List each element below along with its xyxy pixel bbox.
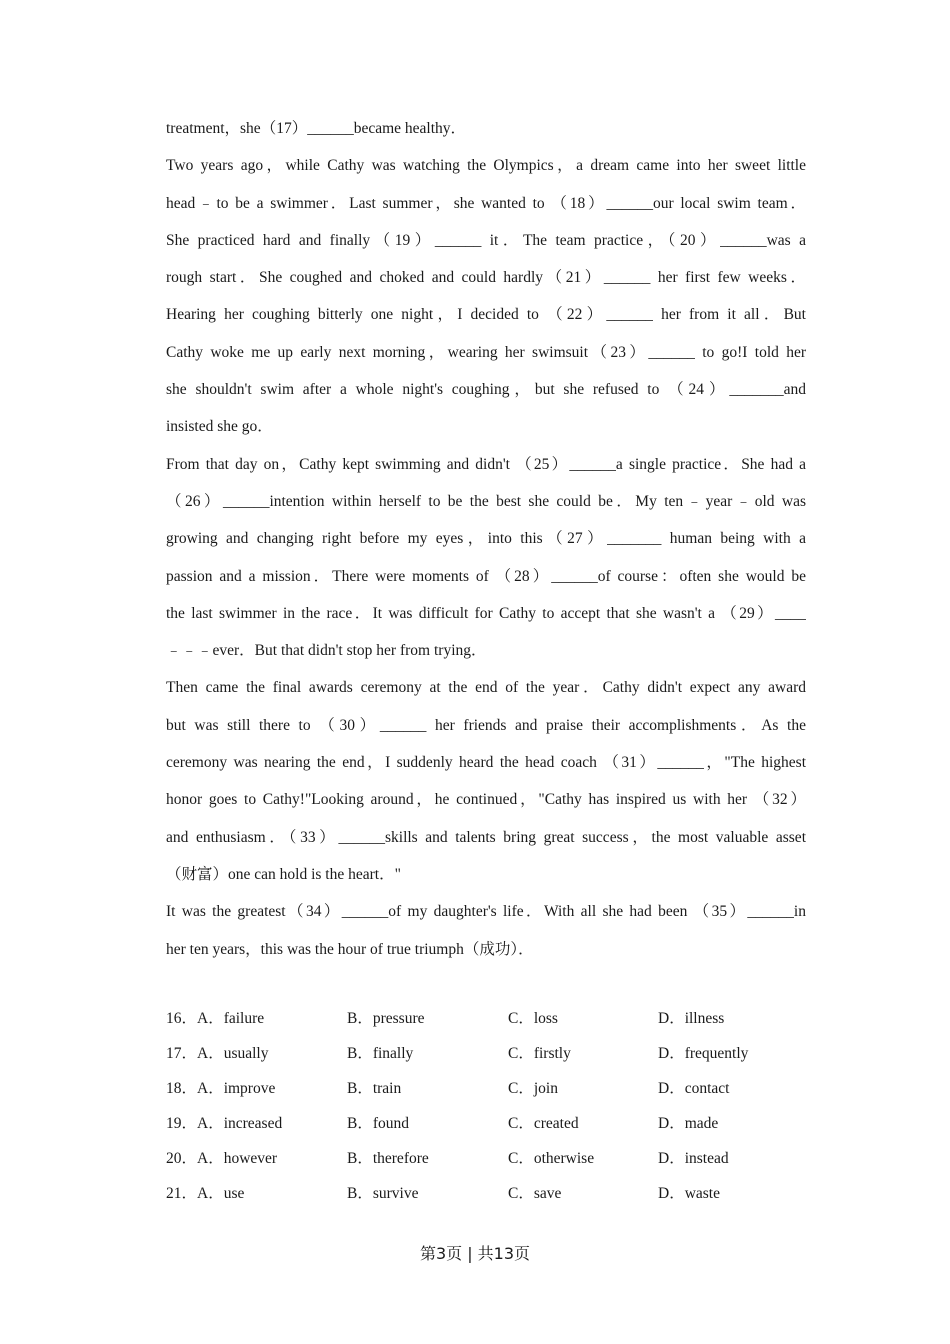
option-a: 16．A．failure [166,1009,265,1027]
passage-line: she shouldn't swim after a whole night's coughing，but she refused to （24）_______and [166,381,806,399]
passage-line: Hearing her coughing bitterly one night，I decided to （22）______ her from it all．But [166,306,806,324]
passage-line: It was the greatest（34）______of my daughter's life．With all she had been （35）______in [166,903,806,921]
page-content [166,110,806,1211]
option-c: C．save [508,1184,562,1202]
option-a: 18．A．improve [166,1079,276,1097]
option-row [166,1176,806,1211]
option-c: C．otherwise [508,1149,595,1167]
passage-line: passion and a mission．There were moments of （28）______of course：often she would be [166,567,806,585]
option-c: C．loss [508,1009,558,1027]
passage-line: From that day on，Cathy kept swimming and didn't （25）______a single practice．She had a [166,455,806,473]
option-d: D．frequently [658,1044,749,1062]
option-row [166,1036,806,1071]
option-row [166,1001,806,1036]
passage-line: （财富）one can hold is the heart．" [166,865,401,883]
passage-line: Then came the final awards ceremony at the end of the year．Cathy didn't expect any award [166,679,806,697]
options-list [166,1001,806,1211]
passage-line: but was still there to （30）______ her friends and praise their accomplishments．As the [166,716,806,734]
option-b: B．finally [347,1044,414,1062]
passage-line: Cathy woke me up early next morning，wearing her swimsuit（23）______ to go!I told her [166,343,806,361]
passage-line: the last swimmer in the race．It was difficult for Cathy to accept that she wasn't a （29）____ [166,604,806,622]
passage-line: ceremony was nearing the end，I suddenly heard the head coach （31）______，"The highest [166,754,806,772]
option-c: C．firstly [508,1044,571,1062]
option-a: 19．A．increased [166,1114,283,1132]
option-d: D．waste [658,1184,720,1202]
passage-line: head﹣to be a swimmer．Last summer，she wanted to （18）______our local swim team． [166,194,806,212]
option-a: 17．A．usually [166,1044,269,1062]
option-d: D．instead [658,1149,729,1167]
passage-line: treatment，she（17）______became healthy． [166,120,467,137]
passage-line: ﹣﹣﹣ever．But that didn't stop her from trying． [166,642,487,660]
passage-line: She practiced hard and finally（19）______ it．The team practice，（20）______was a [166,231,806,249]
passage-line: insisted she go． [166,418,273,436]
option-row [166,1106,806,1141]
option-row [166,1141,806,1176]
passage [166,110,806,968]
option-b: B．pressure [347,1009,425,1027]
passage-line: her ten years，this was the hour of true triumph（成功）． [166,940,534,958]
option-d: D．illness [658,1009,725,1027]
option-b: B．train [347,1079,402,1097]
option-c: C．join [508,1079,558,1097]
page-footer: 第3页 | 共13页 [419,1244,531,1263]
option-b: B．therefore [347,1149,429,1167]
option-d: D．contact [658,1079,730,1097]
passage-line: growing and changing right before my eyes，into this（27）_______ human being with a [166,530,806,548]
option-a: 20．A．however [166,1149,278,1167]
option-a: 21．A．use [166,1184,245,1202]
option-b: B．survive [347,1184,419,1202]
option-d: D．made [658,1114,719,1132]
passage-line: Two years ago，while Cathy was watching the Olympics，a dream came into her sweet little [166,157,806,175]
passage-line: rough start．She coughed and choked and could hardly（21）______ her first few weeks． [166,269,806,287]
spacer [166,968,806,1001]
option-c: C．created [508,1114,579,1132]
option-row [166,1071,806,1106]
option-b: B．found [347,1114,410,1132]
passage-line: honor goes to Cathy!"Looking around，he continued，"Cathy has inspired us with her （32） [166,791,806,809]
passage-line: （26）______intention within herself to be the best she could be．My ten﹣year﹣old was [166,492,806,510]
passage-line: and enthusiasm．（33）______skills and talents bring great success，the most valuable asset [166,828,806,846]
